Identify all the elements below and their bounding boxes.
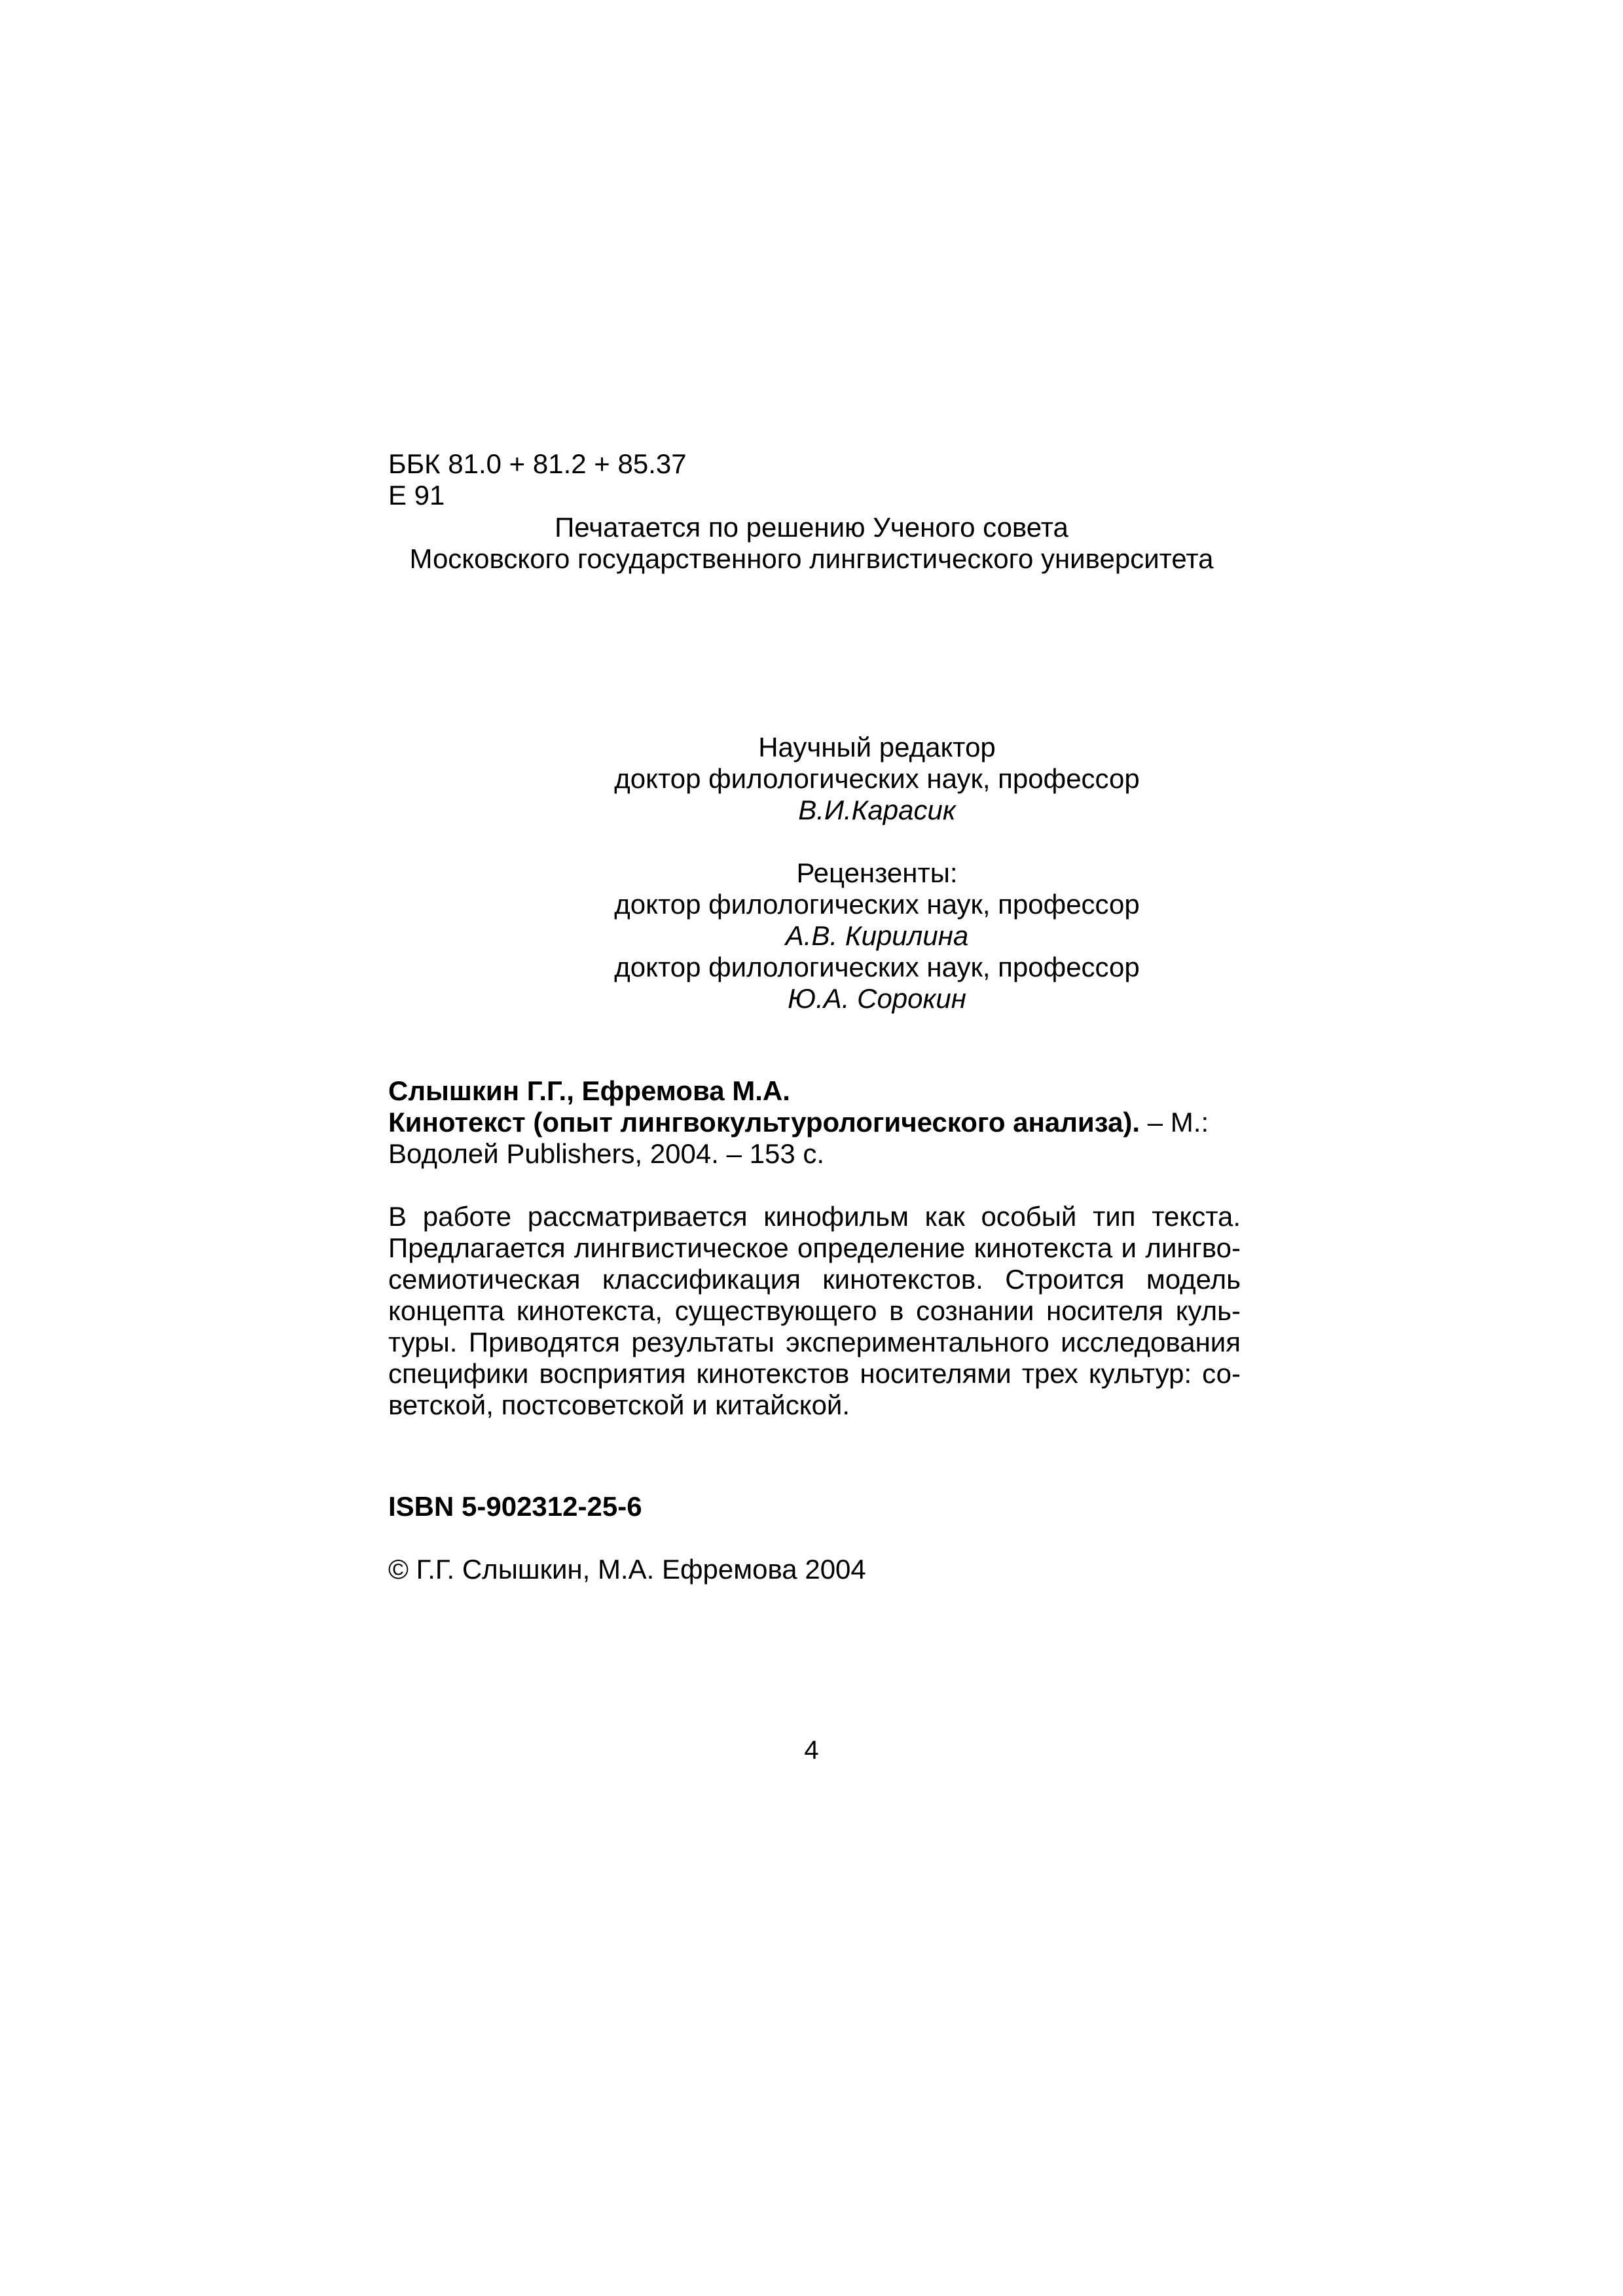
- editor-name: В.И.Карасик: [798, 795, 956, 825]
- bbk-code: ББК 81.0 + 81.2 + 85.37: [388, 448, 687, 479]
- isbn: ISBN 5-902312-25-6: [388, 1491, 642, 1522]
- editor-degree: доктор филологических наук, профессор: [614, 763, 1140, 794]
- abstract-paragraph: [388, 1201, 1241, 1421]
- abstract-line: специфики восприятия кинотекстов носителями трех культур: со-: [388, 1358, 1241, 1389]
- abstract-line: Предлагается лингвистическое определение кинотекста и лингво-: [388, 1232, 1241, 1263]
- bibliography-title-line: [388, 1107, 1209, 1138]
- abstract-line: концепта кинотекста, существующего в сознании носителя куль-: [388, 1295, 1241, 1326]
- reviewer-name: Ю.А. Сорокин: [788, 983, 966, 1014]
- abstract-line: В работе рассматривается кинофильм как особый тип текста.: [388, 1201, 1241, 1232]
- abstract-line: семиотическая классификация кинотекстов. Строится модель: [388, 1264, 1241, 1295]
- page-number: 4: [804, 1736, 819, 1765]
- abstract-line: туры. Приводятся результаты экспериментального исследования: [388, 1327, 1241, 1357]
- approval-line-2: Московского государственного лингвистического университета: [409, 543, 1214, 574]
- bibliography-imprint: Водолей Publishers, 2004. – 153 с.: [388, 1138, 825, 1169]
- bibliography-authors: Слышкин Г.Г., Ефремова М.А.: [388, 1075, 790, 1106]
- reviewer-degree: доктор филологических наук, профессор: [614, 952, 1140, 982]
- approval-line-1: Печатается по решению Ученого совета: [555, 512, 1068, 543]
- editor-heading: Научный редактор: [758, 732, 996, 762]
- copyright: © Г.Г. Слышкин, М.А. Ефремова 2004: [388, 1554, 866, 1585]
- bibliography-title-suffix: – М.:: [1140, 1107, 1209, 1138]
- reviewer-name: А.В. Кирилина: [785, 920, 969, 951]
- abstract-line: ветской, постсоветской и китайской.: [388, 1390, 850, 1420]
- bibliography-title: Кинотекст (опыт лингвокультурологического анализа).: [388, 1107, 1140, 1138]
- author-mark: Е 91: [388, 480, 445, 511]
- reviewer-degree: доктор филологических наук, профессор: [614, 889, 1140, 920]
- reviewers-heading: Рецензенты:: [796, 857, 958, 888]
